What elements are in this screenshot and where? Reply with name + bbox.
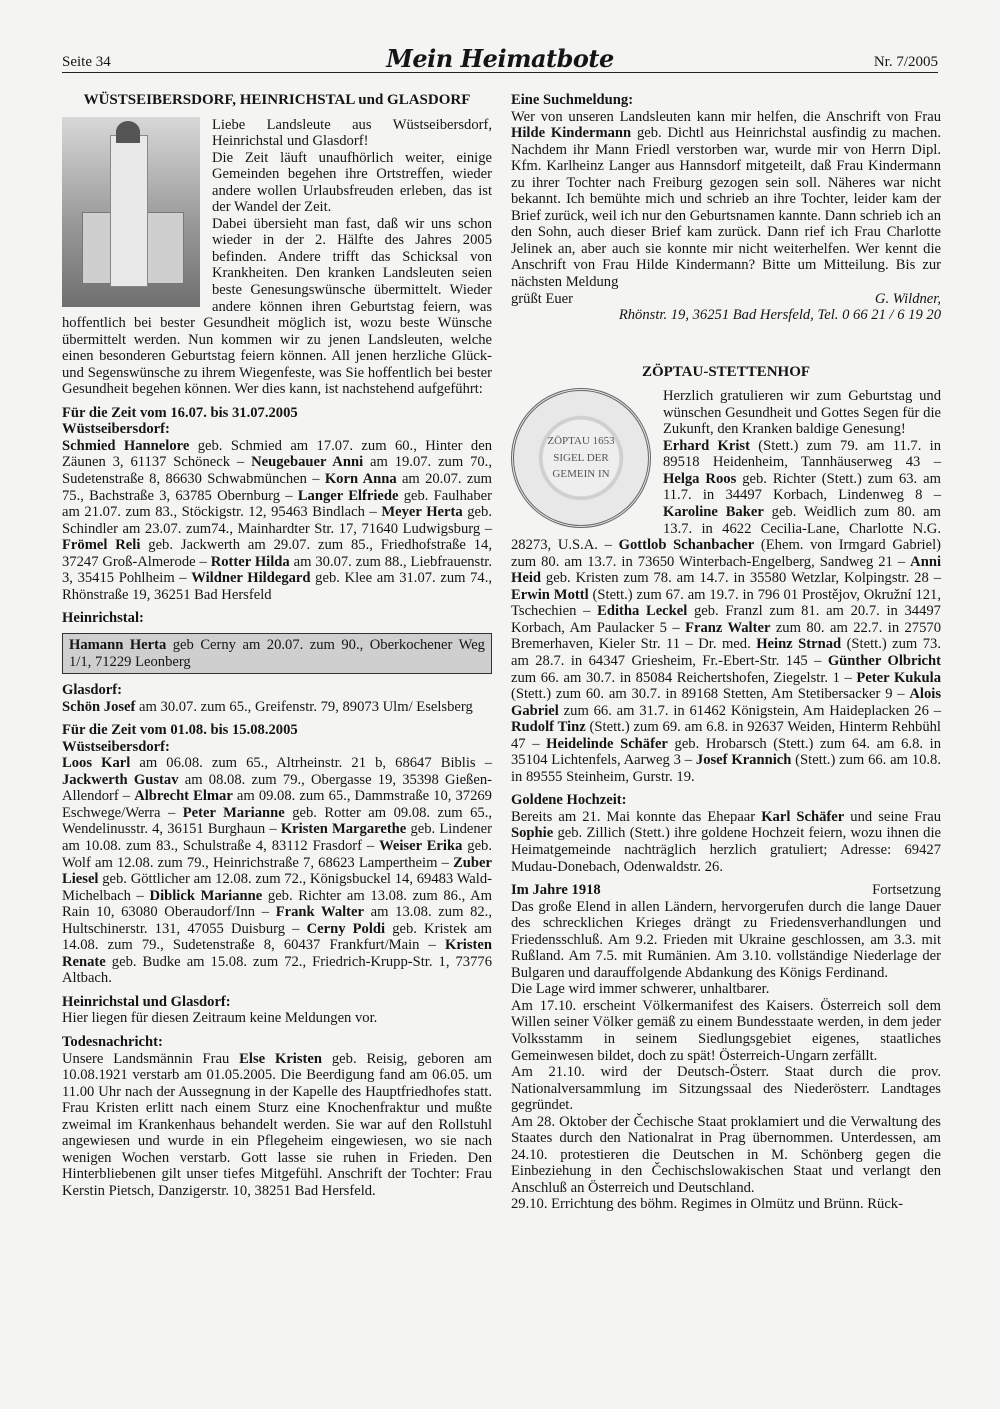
text-segment: geb. Göttlicher am 12.08. zum 72., Königsbuckel 14, 69483 Wald-Michelbach – [62,871,492,904]
text-segment: (Stett.) zum 79. am 11.7. in 89518 Heidenheim, Tannhäuserweg 43 – [663,437,941,471]
person-name: Kristen Margarethe [280,821,407,838]
birthday-list [62,438,492,603]
text-segment: geb. Faulhaber am 21.07. zum 83., Stöckigstr. 12, 95463 Bindlach – [62,487,492,521]
text-segment: Die Lage wird immer schwerer, unhaltbarer. [511,981,770,998]
text-segment: geb. Zillich (Stett.) ihre goldene Hochzeit feiern, wozu ihnen die Heimatgemeinde nachträglich herzlich gratuliert; Adresse: 69427 Mudau-Donebach, Odenwaldstr. 26. [511,825,941,875]
continuation-label: Fortsetzung [872,882,941,899]
text-segment: geb. Schindler am 23.07. zum74., Mainhardter Str. 17, 71640 Ludwigsburg – [62,504,492,537]
village-heading: Wüstseibersdorf: [62,421,170,438]
paragraph [511,998,941,1064]
person-name: Zuber Liesel [62,854,492,888]
person-name: Rudolf Tinz [511,719,586,736]
person-name: Langer Elfriede [297,487,399,504]
text-segment: Wer von unseren Landsleuten kann mir helfen, die Anschrift von Frau [511,108,941,125]
text-segment: Bereits am 21. Mai konnte das Ehepaar [511,808,762,825]
person-name: Karoline Baker [663,504,764,521]
person-name: Günther Olbricht [827,652,941,669]
text-segment: geb. Franzl zum 81. am 20.7. in 34497 Korbach, Am Paulacker 5 – [511,603,941,636]
text-segment: geb. Dichtl aus Heinrichstal ausfindig zu machen. Nachdem ihr Mann Friedl verstorben war, wurde mir von Herrn Dipl. Kfm. Karlheinz Langer aus Hannsdorf mitgeteilt, daß Frau Kindermann zu ihrer Tochter nach Freiburg gezogen sein soll. Näheres war nicht bekannt. Ich bemühte mich und schrieb an ihre Tochter, leider kam der Brief zurück, weil ich nur den Geburtsnamen kannte. Dann schrieb ich an den Sohn, auch dieser Brief kam zurück. Dann rief ich Frau Charlotte Jelinek an, aber auch sie konnte mir nicht weiterhelfen. Wer kennt die Anschrift von Frau Hilde Kindermann? Bitte um Mitteilung. Bis zur nächsten Meldung [511,125,941,291]
text-segment: Am 28. Oktober der Čechische Staat proklamiert und die Verwaltung des Staates durch den Nationalrat in Prag übernommen. Unterdessen, am 24.10. protestieren die Deutschen in M. Schönberg gegen die Einbeziehung in den Čechischslowakischen Staat und verlangt den Anschluß an Österreich und Deutschland. [511,1113,941,1196]
paragraph [511,899,941,982]
text-segment: Am 17.10. erscheint Völkermanifest des Kaisers. Österreich soll dem Willen seiner Völker gemäß zu einem Bundesstaate werden, in dem jeder Volksstamm in seinem Siedlungsgebiet eigenes, staatliches Gemeinwesen bildet, doch zu spät! Österreich-Ungarn zerfällt. [511,997,941,1064]
page-header [62,44,938,73]
search-text [511,109,941,291]
signer-name: G. Wildner, [874,290,941,307]
person-name: Erhard Krist [663,437,750,454]
greeting: grüßt Euer [511,290,574,307]
text-segment: geb. Klee am 31.07. zum 74., Rhönstraße 19, 36251 Bad Hersfeld [62,570,493,603]
text-segment: zum 66. am 30.7. in 85084 Reichertshofen, Ziegelstr. 1 – [511,669,857,686]
history-text [511,899,941,1213]
period-heading: Für die Zeit vom 16.07. bis 31.07.2005 [62,404,298,421]
signer-address: Rhönstr. 19, 36251 Bad Hersfeld, Tel. 0 66 21 / 6 19 20 [618,307,941,324]
issue-number: Nr. 7/2005 [873,54,938,70]
village-heading: Heinrichstal und Glasdorf: [62,993,231,1010]
person-name: Schön Josef [62,698,136,715]
birthday-list [62,755,492,987]
right-column [511,92,941,1220]
history-header [511,882,941,899]
person-name: Editha Leckel [597,603,688,620]
text-segment: geb. Weidlich zum 80. am 13.7. in 4622 Cecilia-Lane, Charlotte N.G. 28273, U.S.A. – [511,504,941,554]
text-segment: am 13.08. zum 82., Hultschinerstr. 131, 47055 Duisburg – [62,904,492,937]
person-name: Rotter Hilda [210,553,290,570]
text-segment: Am 21.10. wird der Deutsch-Österr. Staat durch die prov. Nationalversammlung im Sitzungssaal des Niederösterr. Landtages gegründet. [511,1064,941,1114]
person-name: Hilde Kindermann [511,125,632,142]
village-seal [511,388,651,528]
text-segment: geb. Hrobarsch (Stett.) zum 64. am 6.8. in 35104 Lichtenfels, Aarweg 3 – [511,735,941,769]
text-segment: geb. Kristek am 14.08. zum 79., Sudetenstraße 8, 60437 Frankfurt/Main – [62,920,492,954]
anniversary-heading: Goldene Hochzeit: [511,792,627,809]
text-segment: geb. Jackwerth am 29.07. zum 85., Friedhofstraße 14, 37247 Groß-Almerode – [62,537,492,570]
text-segment: Die Zeit läuft unaufhörlich weiter, einige Gemeinden begehen ihre Ortstreffen, wieder andere wollen Urlaubsfreuden erleben, das ist der Wandel der Zeit. [212,149,492,216]
person-name: Loos Karl [62,755,131,772]
text-segment: Das große Elend in allen Ländern, hervorgerufen durch die lange Dauer des schrecklichen Krieges drängt zu Friedensverhandlungen und Friedensschluß. Am 9.2. Frieden mit Ukraine geschlossen, am 3.3. mit Rußland. Am 7.5. mit Rumänien. Am 3.10. vollständige Niederlage der Bulgaren und darauffolgende Abdankung des Königs Ferdinand. [511,898,941,981]
text-segment: geb. Richter am 13.08. zum 86., Am Rain 10, 63080 Oberaudorf/Inn – [62,887,493,921]
text-segment: geb. Kristen zum 78. am 14.7. in 35580 Wetzlar, Kolpingstr. 28 – [541,570,941,587]
text-segment: am 06.08. zum 65., Altrheinstr. 21 b, 68647 Biblis – [130,755,492,772]
page-number: Seite 34 [62,54,111,70]
person-name: Diblick Marianne [149,887,263,904]
person-name: Weiser Erika [379,837,463,854]
person-name: Peter Marianne [182,804,285,821]
person-name: Heinz Strnad [756,636,842,653]
person-name: Erwin Mottl [511,586,589,603]
person-name: Franz Walter [685,619,771,636]
signature-line [511,291,941,308]
text-segment: geb. Richter (Stett.) zum 63. am 11.7. in 34497 Korbach, Lindenweg 8 – [663,470,941,504]
person-name: Meyer Herta [381,504,463,521]
person-name: Kristen Renate [62,937,492,970]
anniversary-text [511,809,941,875]
text-segment: (Stett.) zum 67. am 19.7. in 796 01 Prostějov, Okružní 121, Tschechien – [511,586,941,620]
birthday-list [62,699,492,716]
person-name: Hamann Herta [69,636,167,653]
person-name: Korn Anna [324,471,397,488]
text-segment: am 08.08. zum 79., Obergasse 19, 35398 Gießen-Allendorf – [62,771,492,805]
seal-text: ZÖPTAU 1653 SIGEL DER GEMEIN IN [547,435,615,481]
village-heading: Heinrichstal: [62,610,144,627]
text-segment: Liebe Landsleute aus Wüstseibersdorf, Heinrichstal und Glasdorf! [212,116,492,150]
paragraph [511,1064,941,1114]
village-heading: Wüstseibersdorf: [62,738,170,755]
person-name: Heidelinde Schäfer [546,735,668,752]
obituary-heading: Todesnachricht: [62,1033,163,1050]
text-segment: am 19.07. zum 70., Sudetenstraße 8, 86630 Schwabmünchen – [62,454,492,488]
text-segment: (Stett.) zum 66. am 10.8. in 89555 Steinheim, Gurstr. 19. [511,752,942,785]
person-name: Gottlob Schanbacher [618,537,755,554]
text-segment: (Stett.) zum 73. am 28.7. in 64347 Griesheim, Fr.-Ebert-Str. 145 – [511,636,941,669]
text-segment: (Stett.) zum 60. am 30.7. in 89168 Stetten, Am Stetibersacker 9 – [511,686,910,703]
text-segment: am 20.07. zum 75., Bachstraße 3, 63785 Obernburg – [62,471,492,504]
obituary-text [62,1051,492,1200]
section-title: ZÖPTAU-STETTENHOF [641,363,811,380]
text-segment: Unsere Landsmännin Frau [62,1050,240,1067]
church-photo [62,117,200,307]
paragraph [511,1196,941,1213]
person-name: Cerny Poldi [306,920,386,937]
text-segment: geb. Schmied am 17.07. zum 60., Hinter den Zäunen 3, 61137 Schöneck – [62,437,492,471]
person-name: Frömel Reli [62,537,141,554]
person-name: Neugebauer Anni [251,454,364,471]
text-segment: am 09.08. zum 65., Dammstraße 10, 37269 Eschwege/Werra – [62,788,492,821]
text-segment: Dabei übersieht man fast, daß wir uns schon wieder in der 2. Hälfte des Jahres 2005 befinden. Andere trifft das Schicksal von Krankheiten. Den kranken Landsleuten seien beste Genesungswünsche übermittelt. Wieder andere können ihren Geburtstag feiern, was hoffentlich bei bester Gesundheit möglich ist, wozu beste Wünsche übermittelt werden. Nun kommen wir zu jenen Landsleuten, welche einen besonderen Geburtstag feiern können. All jenen herzliche Glück- und Segenswünsche zu ihrem Wiegenfeste, was Sie hoffentlich bei bester Gesundheit begehen können. Wer dies kann, ist nachstehend aufgeführt: [62,215,492,398]
person-name: Wildner Hildegard [191,570,311,587]
text-segment: Herzlich gratulieren wir zum Geburtstag und wünschen Gesundheit und Gottes Segen für die Zukunft, den Kranken baldige Genesung! [663,388,941,438]
person-name: Peter Kukula [856,669,941,686]
text-segment: (Ehem. von Irmgard Gabriel) zum 80. am 13.7. in 73650 Winterbach-Engelberg, Sandweg 21 – [511,537,941,570]
period-heading: Für die Zeit vom 01.08. bis 15.08.2005 [62,722,298,739]
text-segment: geb Cerny am 20.07. zum 90., Oberkochener Weg 1/1, 71229 Leonberg [69,636,485,670]
text-segment: und seine Frau [844,808,941,825]
person-name: Schmied Hannelore [62,437,190,454]
section-title: WÜSTSEIBERSDORF, HEINRICHSTAL und GLASDORF [83,92,471,108]
text-segment: geb. Wolf am 12.08. zum 79., Heinrichstraße 7, 68623 Lampertheim – [62,837,492,871]
text-segment: geb. Reisig, geboren am 10.08.1921 verstarb am 01.05.2005. Die Beerdigung fand am 06.05. um 11.00 Uhr nach der Aussegnung in der Kapelle des Hauptfriedhofes statt. Frau Kristen erlitt nach einem Sturz eine Knochenfraktur und mußte zweimal im Krankenhaus behandelt werden. Sie war auf den Rollstuhl angewiesen und wurde in ein Pflegeheim eingewiesen, wo sie nach wenigen Wochen verstarb. Gott lasse sie ruhen in Frieden. Den Hinterbliebenen gilt unser tiefes Mitgefühl. Anschrift der Tochter: Frau Kerstin Pietsch, Danzigerstr. 10, 38251 Bad Hersfeld. [62,1050,492,1199]
person-name: Alois Gabriel [511,686,941,719]
text-segment: zum 66. am 31.7. in 61462 Königstein, Am Haideplacken 26 – [558,702,941,719]
person-name: Helga Roos [663,470,737,487]
village-heading: Glasdorf: [62,682,122,699]
person-name: Jackwerth Gustav [62,771,179,788]
newspaper-logo: Mein Heimatbote [386,44,614,73]
person-name: Frank Walter [275,904,364,921]
person-name: Karl Schäfer [761,808,845,825]
search-heading: Eine Suchmeldung: [511,92,634,108]
text-segment: 29.10. Errichtung des böhm. Regimes in Olmütz und Brünn. Rück- [511,1196,903,1213]
history-heading: Im Jahre 1918 [511,882,601,899]
person-name: Josef Krannich [695,752,792,769]
person-name: Anni Heid [511,553,941,587]
highlight-box [62,633,492,674]
text-segment: (Stett.) zum 69. am 6.8. in 92637 Weiden, Hinterm Rehbühl 47 – [511,719,941,752]
text-segment: geb. Lindener am 10.08. zum 83., Schulstraße 4, 83112 Frasdorf – [62,821,492,854]
person-name: Else Kristen [239,1050,322,1067]
text-segment: am 30.07. zum 65., Greifenstr. 79, 89073 Ulm/ Eselsberg [135,698,473,715]
left-column [62,92,492,1206]
text-segment: zum 80. am 22.7. in 27570 Bremerhaven, Kieler Str. 11 – Dr. med. [511,619,941,653]
text-segment: Hier liegen für diesen Zeitraum keine Meldungen vor. [62,1010,378,1027]
notice-text [62,1010,492,1027]
text-segment: geb. Rotter am 09.08. zum 65., Wendelinusstr. 4, 36151 Burghaun – [62,804,493,838]
text-segment: am 30.07. zum 88., Liebfrauenstr. 3, 35415 Pohlheim – [62,553,492,587]
text-segment: geb. Budke am 15.08. zum 72., Friedrich-Krupp-Str. 1, 73776 Altbach. [62,953,492,987]
person-name: Sophie [511,825,554,842]
person-name: Albrecht Elmar [134,788,233,805]
paragraph [511,1114,941,1197]
paragraph [511,981,941,998]
